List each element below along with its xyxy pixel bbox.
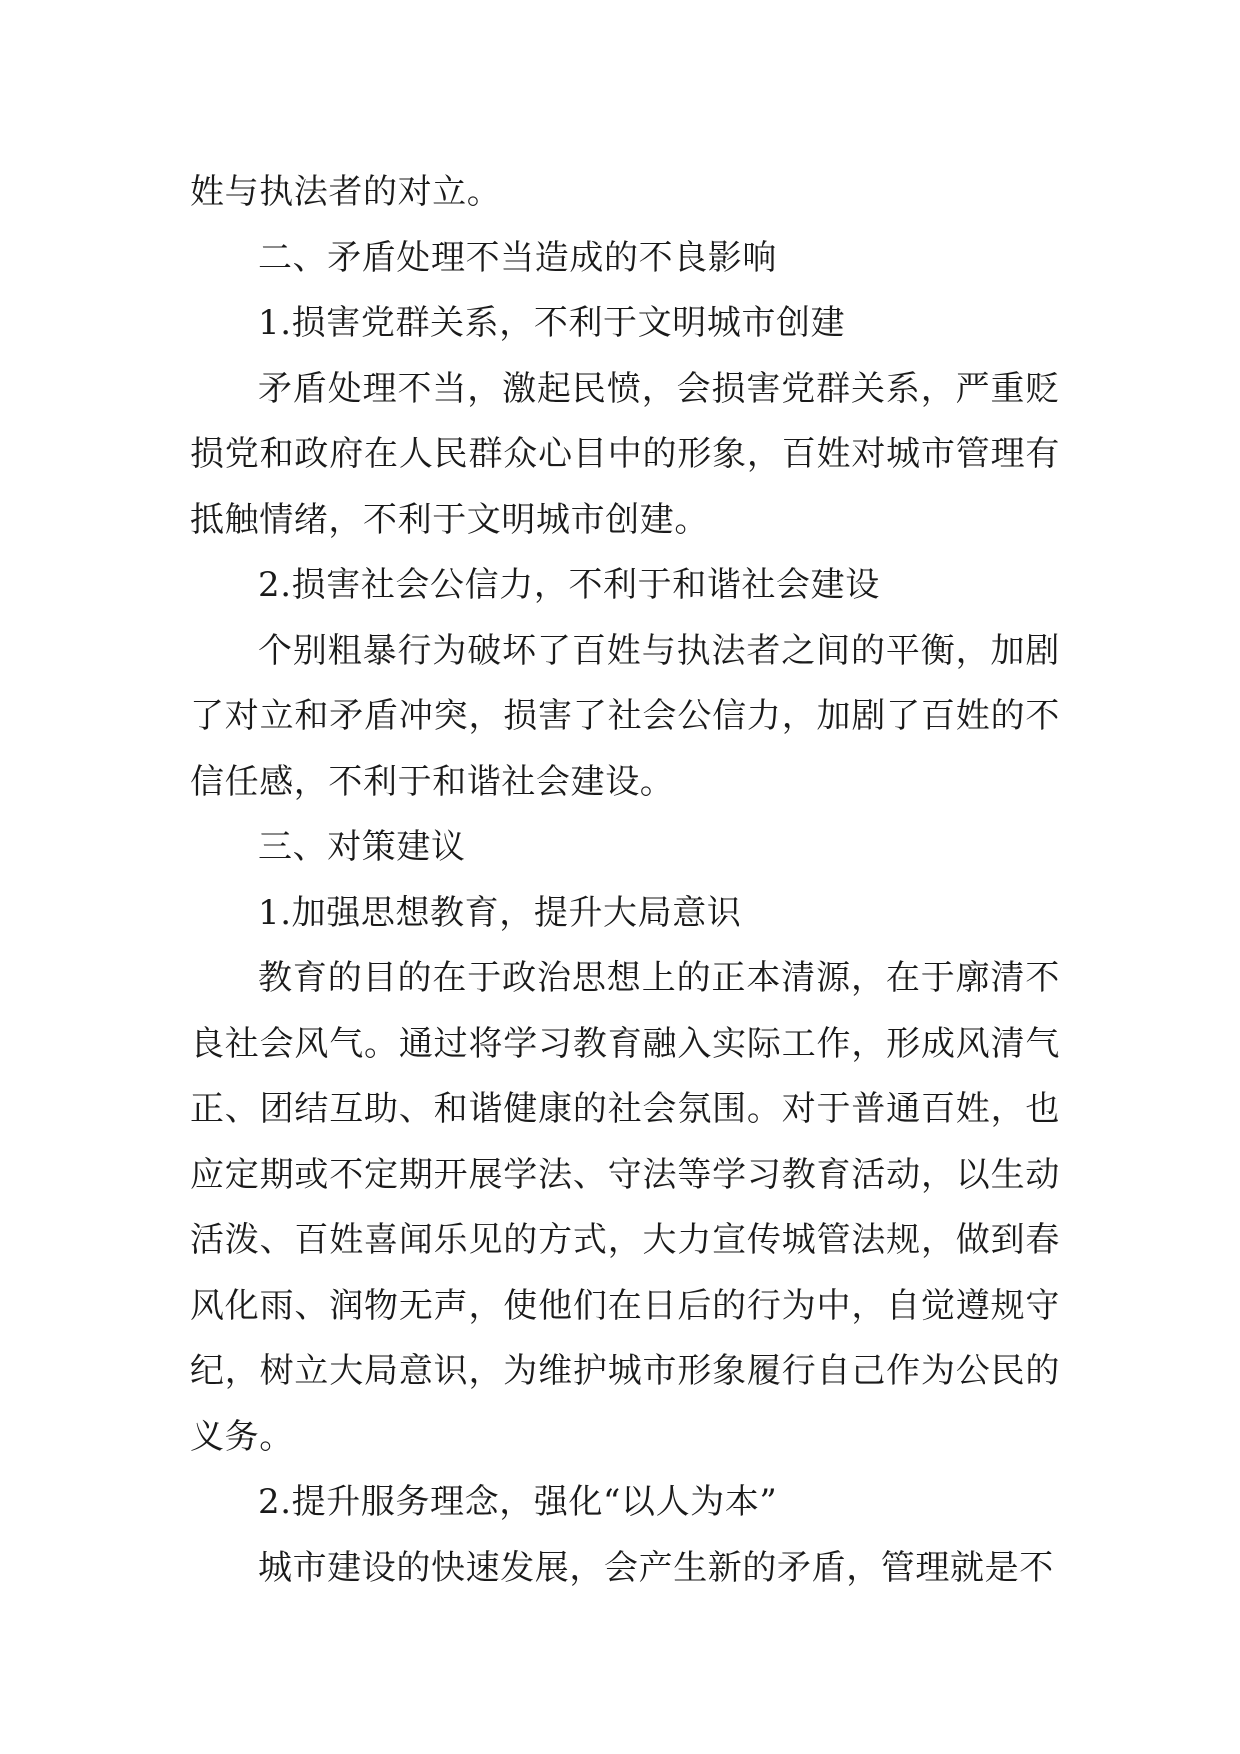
subsection-heading: 2.提升服务理念，强化“以人为本” bbox=[258, 1482, 778, 1522]
section-heading: 二、矛盾处理不当造成的不良影响 bbox=[258, 237, 777, 278]
document-page bbox=[190, 160, 1060, 1601]
section-heading: 三、对策建议 bbox=[258, 827, 466, 867]
body-paragraph: 个别粗暴行为破坏了百姓与执法者之间的平衡，加剧了对立和矛盾冲突，损害了社会公信力，加剧了百姓的不信任感，不利于和谐社会建设。 bbox=[190, 630, 1060, 802]
body-paragraph: 姓与执法者的对立。 bbox=[190, 172, 502, 212]
body-paragraph: 城市建设的快速发展，会产生新的矛盾，管理就是不 bbox=[258, 1547, 1054, 1588]
subsection-heading: 2.损害社会公信力，不利于和谐社会建设 bbox=[258, 565, 880, 605]
body-paragraph: 教育的目的在于政治思想上的正本清源，在于廓清不良社会风气。通过将学习教育融入实际工作，形成风清气正、团结互助、和谐健康的社会氛围。对于普通百姓，也应定期或不定期开展学法、守法等学习教育活动，以生动活泼、百姓喜闻乐见的方式，大力宣传城管法规，做到春风化雨、润物无声，使他们在日后的行为中，自觉遵规守纪，树立大局意识，为维护城市形象履行自己作为公民的义务。 bbox=[190, 958, 1060, 1457]
subsection-heading: 1.损害党群关系，不利于文明城市创建 bbox=[258, 303, 846, 343]
body-paragraph: 矛盾处理不当，激起民愤，会损害党群关系，严重贬损党和政府在人民群众心目中的形象，百姓对城市管理有抵触情绪，不利于文明城市创建。 bbox=[190, 368, 1060, 540]
subsection-heading: 1.加强思想教育，提升大局意识 bbox=[258, 892, 742, 933]
